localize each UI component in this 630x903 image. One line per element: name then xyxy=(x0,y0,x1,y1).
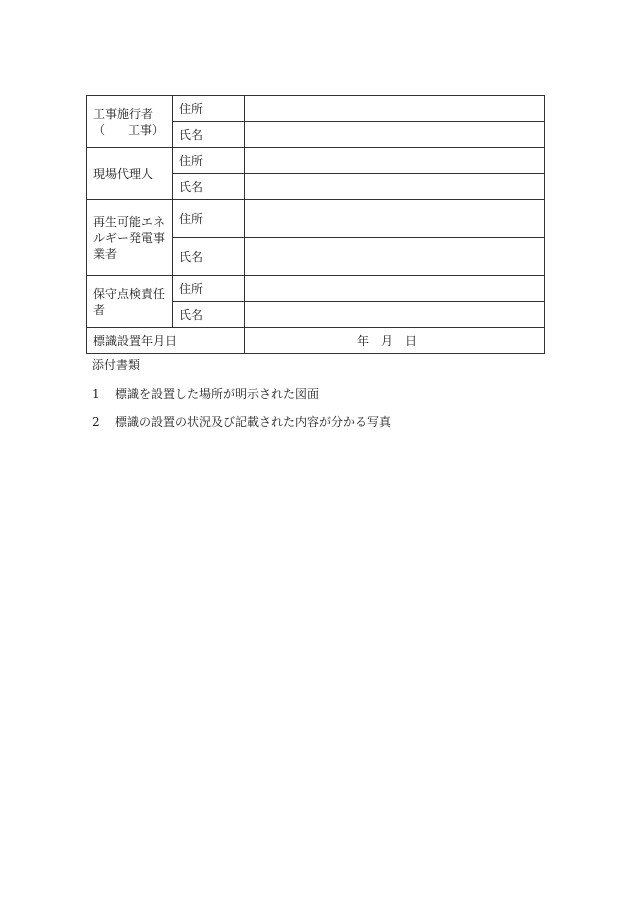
site-agent-address-field[interactable] xyxy=(245,148,545,174)
installation-date-field[interactable] xyxy=(245,328,545,354)
site-agent-address-row xyxy=(87,148,545,174)
maintenance-label-cell xyxy=(87,276,173,328)
contractor-name-field[interactable] xyxy=(245,122,545,148)
operator-name-label: 氏名 xyxy=(173,238,245,276)
contractor-label: 工事施行者 xyxy=(93,106,154,121)
contractor-name-label: 氏名 xyxy=(173,122,245,148)
maintenance-name-label: 氏名 xyxy=(173,302,245,328)
site-agent-name-label: 氏名 xyxy=(173,174,245,200)
installation-date-label: 標識設置年月日 xyxy=(87,328,245,354)
attachments-section xyxy=(92,357,391,442)
attachment-text: 標識を設置した場所が明示された図面 xyxy=(115,387,320,401)
site-agent-address-label: 住所 xyxy=(173,148,245,174)
attachment-item xyxy=(92,386,391,402)
contractor-work-paren: （ 工事） xyxy=(93,122,164,137)
maintenance-address-label: 住所 xyxy=(173,276,245,302)
attachments-heading: 添付書類 xyxy=(92,358,141,372)
contractor-address-row xyxy=(87,96,545,122)
operator-label-line2: ルギー発電事 xyxy=(93,230,166,245)
attachment-number: 2 xyxy=(92,415,100,429)
maintenance-label-line2: 者 xyxy=(93,302,106,317)
maintenance-address-row xyxy=(87,276,545,302)
operator-label-cell xyxy=(87,200,173,276)
operator-name-field[interactable] xyxy=(245,238,545,276)
maintenance-label-line1: 保守点検責任 xyxy=(93,286,166,301)
maintenance-name-field[interactable] xyxy=(245,302,545,328)
attachment-text: 標識の設置の状況及び記載された内容が分かる写真 xyxy=(115,415,392,429)
site-agent-name-field[interactable] xyxy=(245,174,545,200)
operator-address-label: 住所 xyxy=(173,200,245,238)
operator-label-line3: 業者 xyxy=(93,246,118,261)
maintenance-address-field[interactable] xyxy=(245,276,545,302)
notification-form-table xyxy=(86,95,545,354)
contractor-address-label: 住所 xyxy=(173,96,245,122)
contractor-label-cell xyxy=(87,96,173,148)
attachment-number: 1 xyxy=(92,387,100,401)
operator-address-row xyxy=(87,200,545,238)
contractor-address-field[interactable] xyxy=(245,96,545,122)
date-year-label: 年 xyxy=(357,333,370,348)
site-agent-label: 現場代理人 xyxy=(87,148,173,200)
operator-label-line1: 再生可能エネ xyxy=(93,214,166,229)
installation-date-row xyxy=(87,328,545,354)
date-day-label: 日 xyxy=(405,333,418,348)
operator-address-field[interactable] xyxy=(245,200,545,238)
date-month-label: 月 xyxy=(381,333,394,348)
attachment-item xyxy=(92,414,391,430)
